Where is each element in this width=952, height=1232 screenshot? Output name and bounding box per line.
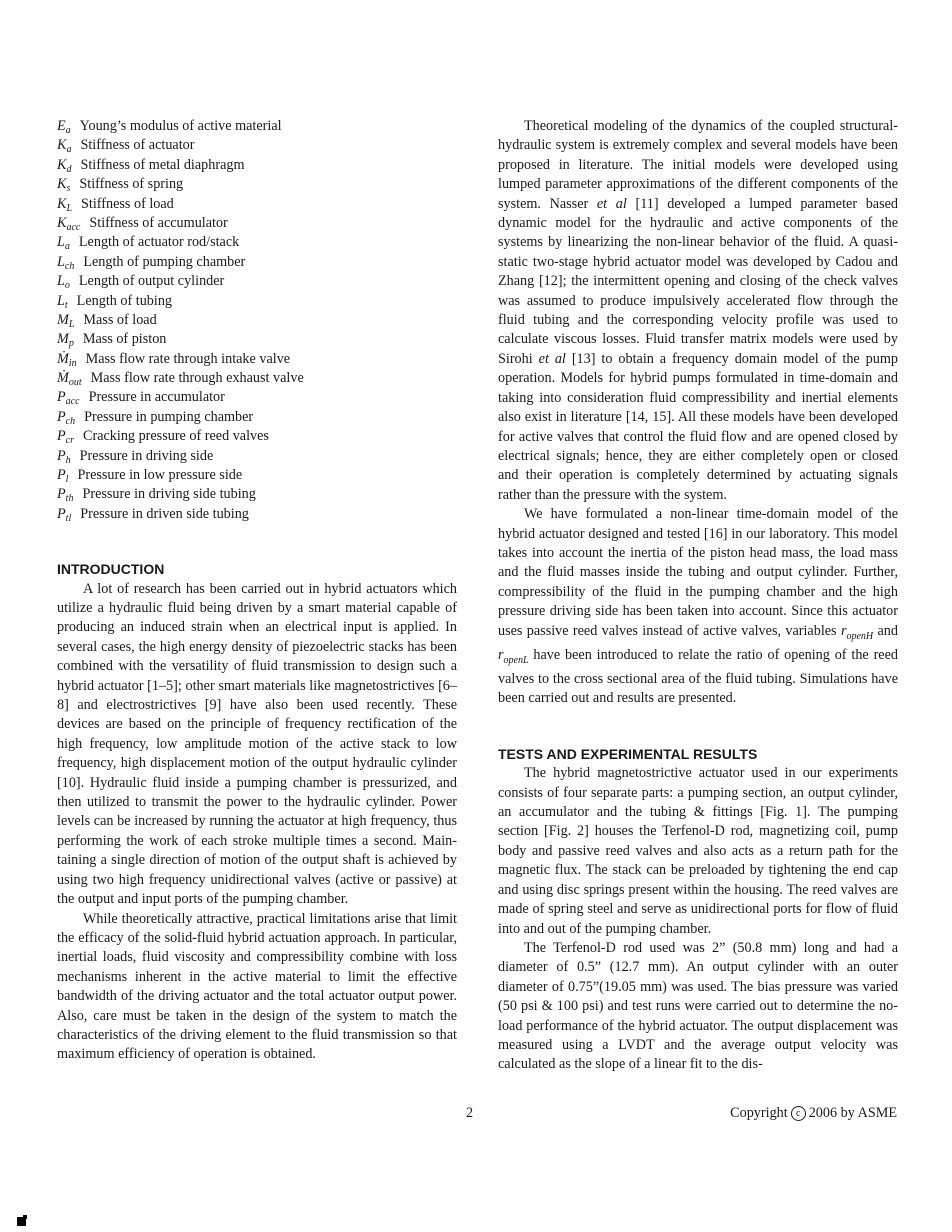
- copyright-icon: c: [791, 1106, 806, 1121]
- nomenclature-description: Length of pumping chamber: [83, 253, 246, 270]
- nomenclature-item: [57, 447, 457, 466]
- nomenclature-symbol: $P_{acc}$: [57, 389, 80, 408]
- nomenclature-symbol: $K_s$: [57, 176, 71, 195]
- corner-mark-icon: [17, 1217, 26, 1226]
- nomenclature-description: Stiffness of actuator: [80, 137, 195, 154]
- nomenclature-symbol: $K_L$: [57, 195, 73, 214]
- introduction-paragraph-1: A lot of research has been carried out in hybrid actuators which utilize a hydraulic fluid being driven by a smart material capable of producing an induced strain when an electrical input is applied. In several cases, the high energy density of piezoelectric stacks has been combined with the versatility of fluid transmission to design such a hybrid actuator [1–5]; other smart materials like magnetostrictives [6–8] and electrostrictives [9] have also been used recently. These devices are based on the principle of frequency rectification of the high frequency, low amplitude motion of the active stack to low frequency, high displacement motion of the output hydraulic cylinder [10]. Hydraulic fluid inside a pumping chamber is pressurized, and then utilized to transmit the power to the hydraulic cylinder. Power levels can be increased by running the actuator at high frequency, thus performing the work of each stroke multiple times a second. Maintaining a single direction of motion of the output shaft is achieved by using two high frequency unidirectional valves (active or passive) at the output and input ports of the pumping chamber.: [57, 580, 457, 908]
- nomenclature-item: [57, 466, 457, 485]
- page-number: 2: [466, 1105, 474, 1121]
- introduction-heading: INTRODUCTION: [57, 561, 165, 578]
- variable-ropenL: $r_{openL}$: [498, 646, 529, 666]
- nomenclature-item: [57, 272, 457, 291]
- nomenclature-list: [57, 117, 457, 524]
- nomenclature-description: Length of tubing: [76, 292, 173, 309]
- nomenclature-item: [57, 505, 457, 524]
- nomenclature-item: [57, 427, 457, 446]
- nomenclature-item: [57, 136, 457, 155]
- nomenclature-symbol: $P_l$: [57, 467, 69, 486]
- tests-heading: TESTS AND EXPERIMENTAL RESULTS: [498, 745, 758, 762]
- nomenclature-symbol: Ṁ$_{in}$: [57, 350, 77, 369]
- nomenclature-description: Pressure in driven side tubing: [80, 505, 249, 522]
- nomenclature-item: [57, 253, 457, 272]
- nomenclature-description: Cracking pressure of reed valves: [83, 428, 269, 445]
- nomenclature-description: Pressure in driving side: [79, 447, 214, 464]
- tests-paragraph-2: The Terfenol-D rod used was 2” (50.8 mm) long and had a diameter of 0.5” (12.7 mm). An output cylinder with an outer diameter of 0.75”(19.05 mm) was used. The bias pressure was varied (50 psi & 100 psi) and test runs were carried out to determine the no-load performance of the hybrid actuator. The output displacement was measured using a LVDT and the average output velocity was calculated as the slope of a linear fit to the dis-: [498, 939, 898, 1073]
- nomenclature-symbol: Ṁ$_{out}$: [57, 370, 82, 389]
- nomenclature-symbol: $E_a$: [57, 118, 71, 136]
- modeling-paragraph-2: We have formulated a non-linear time-domain model of the hybrid actuator designed and tested [16] in our laboratory. This model takes into account the inertia of the piston head mass, the load mass and the fluid masses inside the tubing and output cylinder. Further, compressibility of the fluid in the pumping chamber and the high pressure driving side has been taken into account. Since this actuator uses passive reed valves instead of active valves, variables $r_{openH}$ and $r_{openL}$ have been introduced to relate the ratio of opening of the reed valves to the cross sectional area of the fluid tubing. Simulations have been carried out and results are presented.: [498, 506, 898, 707]
- nomenclature-description: Pressure in pumping chamber: [84, 408, 254, 425]
- tests-paragraph-1: The hybrid magnetostrictive actuator used in our experiments consists of four separate parts: a pumping section, an output cylinder, an accumulator and the tubing & fittings [Fig. 1]. The pumping section [Fig. 2] houses the Terfenol-D rod, magnetizing coil, pump body and passive reed valves and also acts as a return path for the magnetic flux. The stack can be preloaded by tightening the end cap and using disc springs present within the housing. The reed valves are made of spring steel and serve as unidirectional ports for flow of fluid into and out of the pumping chamber.: [498, 765, 898, 937]
- nomenclature-description: Length of output cylinder: [78, 273, 225, 290]
- nomenclature-item: [57, 156, 457, 175]
- variable-ropenH: $r_{openH}$: [840, 622, 874, 642]
- nomenclature-symbol: $L_{ch}$: [57, 253, 75, 272]
- nomenclature-symbol: $K_a$: [57, 137, 72, 156]
- nomenclature-symbol: $M_L$: [57, 311, 75, 330]
- right-column: [498, 117, 898, 1075]
- nomenclature-symbol: $K_d$: [57, 156, 72, 175]
- nomenclature-symbol: $L_a$: [57, 234, 70, 253]
- nomenclature-description: Pressure in low pressure side: [77, 467, 243, 484]
- nomenclature-symbol: $P_{th}$: [57, 486, 74, 505]
- nomenclature-item: [57, 175, 457, 194]
- nomenclature-description: Young’s modulus of active material: [79, 118, 282, 134]
- nomenclature-symbol: $M_p$: [57, 331, 74, 350]
- nomenclature-description: Mass of piston: [82, 331, 167, 348]
- nomenclature-item: [57, 292, 457, 311]
- nomenclature-item: [57, 485, 457, 504]
- modeling-paragraph-1: Theoretical modeling of the dynamics of the coupled structural-hydraulic system is extremely complex and several models have been proposed in literature. The initial models were developed using lumped parameter approximations of the different components of the system. Nasser et al [11] developed a lumped parameter based dynamic model for the hydraulic and active components of the systems by linearizing the non-linear behavior of the fluid. A quasi-static two-stage hybrid actuator model was developed by Cadou and Zhang [12]; the intermittent opening and closing of the check valves was assumed to produce impulsively accelerated flow through the fluid tubing and the corresponding velocity profile was used to calculate viscous losses. Fluid transfer matrix models were used by Sirohi et al [13] to obtain a frequency domain model of the pump operation. Models for hybrid pumps formulated in time-domain and taking into consideration fluid compressibility and inertial elements also exist in literature [14, 15]. All these models have been developed for active valves that control the fluid flow and are opened closed by electrical signals; hence, they are either completely open or closed and their operation is completely determined by actuating signals rather than the pressure with the system.: [498, 118, 898, 503]
- nomenclature-symbol: $P_{tl}$: [57, 505, 72, 524]
- nomenclature-symbol: $K_{acc}$: [57, 214, 81, 233]
- nomenclature-item: [57, 330, 457, 349]
- nomenclature-description: Pressure in accumulator: [88, 389, 225, 406]
- nomenclature-item: [57, 369, 457, 388]
- nomenclature-item: [57, 117, 457, 136]
- nomenclature-item: [57, 311, 457, 330]
- nomenclature-symbol: $P_{cr}$: [57, 428, 75, 447]
- nomenclature-item: [57, 195, 457, 214]
- nomenclature-description: Stiffness of load: [81, 195, 174, 212]
- nomenclature-symbol: $L_t$: [57, 292, 68, 311]
- nomenclature-description: Pressure in driving side tubing: [82, 486, 256, 503]
- nomenclature-description: Stiffness of metal diaphragm: [80, 156, 245, 173]
- nomenclature-item: [57, 408, 457, 427]
- nomenclature-description: Mass of load: [83, 311, 157, 328]
- nomenclature-item: [57, 214, 457, 233]
- nomenclature-description: Stiffness of spring: [79, 176, 184, 193]
- nomenclature-item: [57, 233, 457, 252]
- nomenclature-item: [57, 388, 457, 407]
- nomenclature-description: Length of actuator rod/stack: [78, 234, 240, 251]
- copyright-notice: Copyright c 2006 by ASME: [730, 1105, 897, 1121]
- nomenclature-description: Mass flow rate through intake valve: [85, 350, 291, 367]
- nomenclature-description: Stiffness of accumulator: [89, 214, 228, 231]
- nomenclature-symbol: $P_h$: [57, 447, 71, 466]
- nomenclature-symbol: $P_{ch}$: [57, 408, 76, 427]
- nomenclature-description: Mass flow rate through exhaust valve: [90, 370, 304, 387]
- nomenclature-symbol: $L_o$: [57, 273, 70, 292]
- left-column: [57, 117, 457, 1065]
- nomenclature-item: [57, 350, 457, 369]
- introduction-paragraph-2: While theoretically attractive, practical limitations arise that limit the efficacy of the solid-fluid hybrid actuation approach. In particular, inertial loads, fluid viscosity and compressibility combine with loss mechanisms inherent in the active material to limit the effective bandwidth of the driving actuator and the total actuator output power. Also, care must be taken in the design of the system to match the characteristics of the driving element to the fluid transmission so that maximum efficiency of operation is obtained.: [57, 910, 457, 1063]
